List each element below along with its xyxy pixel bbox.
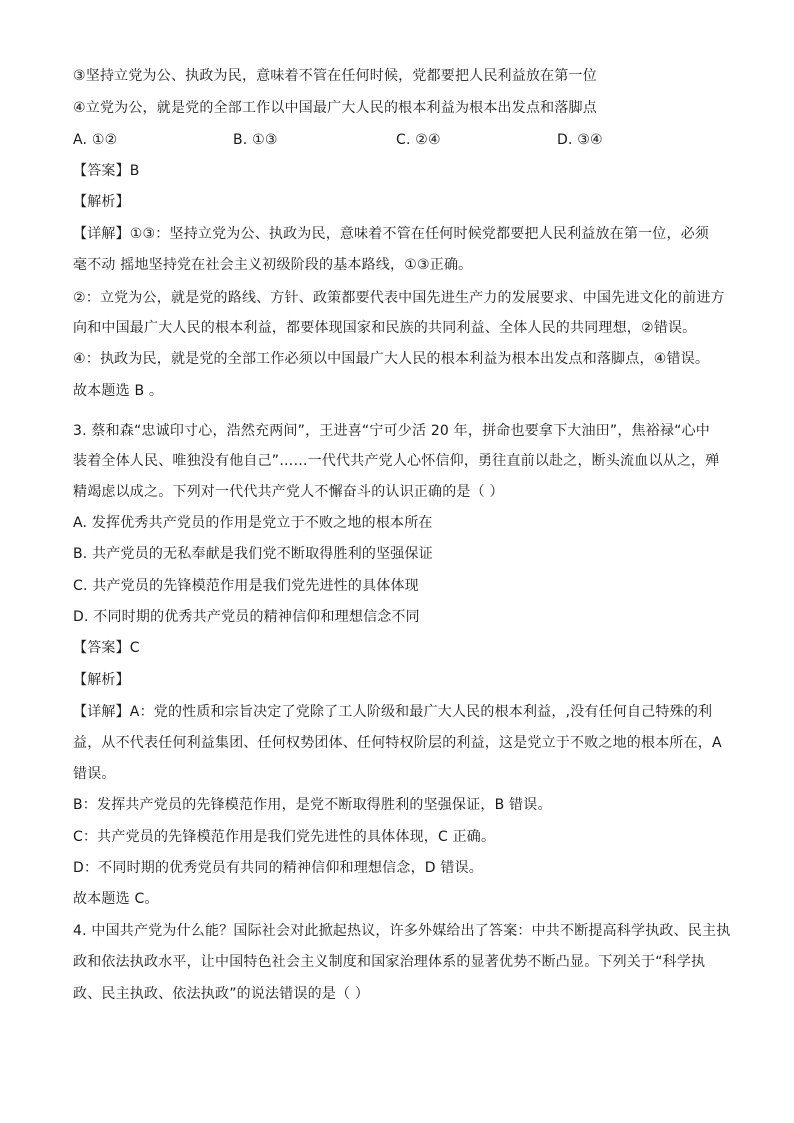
q3-option-a: A. 发挥优秀共产党员的作用是党立于不败之地的根本所在 xyxy=(73,515,433,531)
q3-option-c: C. 共产党员的先锋模范作用是我们党先进性的具体体现 xyxy=(73,578,419,594)
q3-conclusion: 故本题选 C。 xyxy=(73,891,159,907)
q2-conclusion: 故本题选 B 。 xyxy=(73,383,164,399)
q3-stem-line: 精竭虑以成之。下列对一代代共产党人不懈奋斗的认识正确的是（ ） xyxy=(73,484,504,500)
q4-stem-line: 政和依法执政水平，让中国特色社会主义制度和国家治理体系的显著优势不断凸显。下列关于“科学执 xyxy=(73,954,706,970)
q2-explain-line: 毫不动 摇地坚持党在社会主义初级阶段的基本路线，①③正确。 xyxy=(73,257,473,273)
q3-option-d: D. 不同时期的优秀共产党员的精神信仰和理想信念不同 xyxy=(73,609,420,625)
q2-option-c: C. ②④ xyxy=(396,132,441,148)
q3-explain-line: B：发挥共产党员的先锋模范作用，是党不断取得胜利的坚强保证，B 错误。 xyxy=(73,797,552,813)
q2-item-4: ④立党为公，就是党的全部工作以中国最广大人民的根本利益为根本出发点和落脚点 xyxy=(73,100,597,116)
q3-answer: 【答案】C xyxy=(73,640,140,656)
q2-option-b: B. ①③ xyxy=(233,132,278,148)
q3-explain-line: D：不同时期的优秀党员有共同的精神信仰和理想信念，D 错误。 xyxy=(73,860,484,876)
q2-item-3: ③坚持立党为公、执政为民，意味着不管在任何时候，党都要把人民利益放在第一位 xyxy=(73,68,597,84)
q2-analysis-label: 【解析】 xyxy=(73,194,130,210)
q3-stem-line: 装着全体人民、唯独没有他自己”……一代代共产党人心怀信仰，勇往直前以赴之，断头流血以从之，殚 xyxy=(73,453,720,469)
q2-explain-line: 【详解】①③：坚持立党为公、执政为民，意味着不管在任何时候党都要把人民利益放在第一位，必须 xyxy=(73,226,710,242)
q3-option-b: B. 共产党员的无私奉献是我们党不断取得胜利的坚强保证 xyxy=(73,546,433,562)
q3-explain-line: 【详解】A：党的性质和宗旨决定了党除了工人阶级和最广大人民的根本利益，,没有任何自己特殊的利 xyxy=(73,704,713,720)
q2-option-d: D. ③④ xyxy=(557,132,603,148)
q2-explain-line: ④：执政为民，就是党的全部工作必须以中国最广大人民的根本利益为根本出发点和落脚点，④错误。 xyxy=(73,351,710,367)
q4-stem-line: 4. 中国共产党为什么能？国际社会对此掀起热议，许多外媒给出了答案：中共不断提高科学执政、民主执 xyxy=(73,923,731,939)
q3-explain-line: C：共产党员的先锋模范作用是我们党先进性的具体体现，C 正确。 xyxy=(73,829,496,845)
q3-explain-line: 益，从不代表任何利益集团、任何权势团体、任何特权阶层的利益，这是党立于不败之地的根本所在，A xyxy=(73,735,722,751)
q3-explain-line: 错误。 xyxy=(73,766,116,782)
q2-explain-line: 向和中国最广大人民的根本利益，都要体现国家和民族的共同利益、全体人民的共同理想，②错误。 xyxy=(73,320,697,336)
q2-option-a: A. ①② xyxy=(73,132,118,148)
q2-explain-line: ②：立党为公，就是党的路线、方针、政策都要代表中国先进生产力的发展要求、中国先进文化的前进方 xyxy=(73,290,725,306)
q4-stem-line: 政、民主执政、依法执政”的说法错误的是（ ） xyxy=(73,986,370,1002)
q3-stem-line: 3. 蔡和森“忠诚印寸心，浩然充两间”，王进喜“宁可少活 20 年，拼命也要拿下大油田”，焦裕禄“心中 xyxy=(73,423,710,439)
q2-answer: 【答案】B xyxy=(73,163,140,179)
q3-analysis-label: 【解析】 xyxy=(73,672,130,688)
